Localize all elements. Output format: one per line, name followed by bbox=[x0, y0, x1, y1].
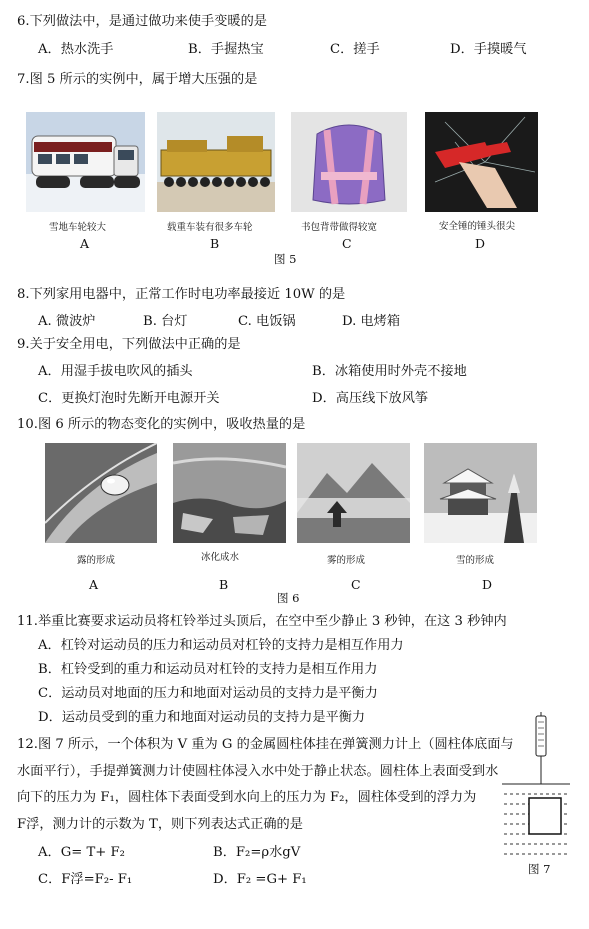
q7-letter-b: B bbox=[210, 236, 220, 251]
q6-option-c: C．搓手 bbox=[330, 42, 380, 57]
q9-option-a: A．用湿手拔电吹风的插头 bbox=[38, 364, 193, 379]
q12-option-b: B．F₂=ρ水gV bbox=[213, 845, 301, 860]
q11-option-d: D．运动员受到的重力和地面对运动员的支持力是平衡力 bbox=[38, 710, 366, 725]
q10-letter-c: C bbox=[351, 577, 361, 592]
q7-caption-a: 雪地车轮较大 bbox=[49, 222, 107, 233]
melting-ice-image bbox=[173, 443, 286, 543]
q12-stem-line-2: 水面平行），手提弹簧测力计使圆柱体浸入水中处于静止状态。圆柱体上表面受到水 bbox=[17, 764, 499, 779]
q10-caption-b: 冰化成水 bbox=[201, 552, 240, 563]
q7-caption-c: 书包背带做得较宽 bbox=[301, 222, 378, 233]
q10-stem: 10.图 6 所示的物态变化的实例中，吸收热量的是 bbox=[17, 417, 306, 432]
q8-stem: 8.下列家用电器中，正常工作时电功率最接近 10W 的是 bbox=[17, 287, 346, 302]
q11-option-a: A．杠铃对运动员的压力和运动员对杠铃的支持力是相互作用力 bbox=[38, 638, 404, 653]
figure-5-label: 图 5 bbox=[274, 252, 297, 266]
q11-option-c: C．运动员对地面的压力和地面对运动员的支持力是平衡力 bbox=[38, 686, 378, 701]
safety-hammer-image bbox=[425, 112, 538, 212]
q7-letter-d: D bbox=[475, 236, 486, 251]
q7-letter-c: C bbox=[342, 236, 352, 251]
q6-option-a: A．热水洗手 bbox=[38, 42, 114, 57]
q12-stem-line-3: 向下的压力为 F₁，圆柱体下表面受到水向上的压力为 F₂，圆柱体受到的浮力为 bbox=[17, 790, 477, 805]
q10-letter-a: A bbox=[89, 577, 99, 592]
q7-caption-d: 安全锤的锤头很尖 bbox=[439, 221, 516, 232]
q10-caption-d: 雪的形成 bbox=[456, 555, 495, 566]
q9-option-d: D．高压线下放风筝 bbox=[312, 391, 429, 406]
q9-option-c: C．更换灯泡时先断开电源开关 bbox=[38, 391, 220, 406]
q12-stem-line-1: 12.图 7 所示，一个体积为 V 重为 G 的金属圆柱体挂在弹簧测力计上（圆柱体底面与 bbox=[17, 737, 514, 752]
figure-7-label: 图 7 bbox=[528, 862, 551, 876]
q7-stem: 7.图 5 所示的实例中，属于增大压强的是 bbox=[17, 72, 258, 87]
heavy-truck-image bbox=[157, 112, 275, 212]
fog-mountain-image bbox=[297, 443, 410, 543]
q12-option-a: A．G= T+ F₂ bbox=[38, 845, 125, 860]
figure-6-label: 图 6 bbox=[277, 591, 300, 605]
q7-letter-a: A bbox=[80, 236, 90, 251]
q10-caption-c: 雾的形成 bbox=[327, 555, 366, 566]
spring-scale-cylinder-diagram bbox=[498, 712, 570, 862]
q9-option-b: B．冰箱使用时外壳不接地 bbox=[312, 364, 467, 379]
q8-option-c: C. 电饭锅 bbox=[238, 314, 296, 329]
q10-letter-b: B bbox=[219, 577, 229, 592]
q10-letter-d: D bbox=[482, 577, 493, 592]
q8-option-b: B. 台灯 bbox=[143, 314, 188, 329]
q10-caption-a: 露的形成 bbox=[77, 555, 116, 566]
backpack-image bbox=[291, 112, 407, 212]
snowmobile-vehicle-image bbox=[26, 112, 145, 212]
q11-stem: 11.举重比赛要求运动员将杠铃举过头顶后，在空中至少静止 3 秒钟，在这 3 秒钟内 bbox=[17, 614, 507, 629]
q8-option-d: D. 电烤箱 bbox=[342, 314, 401, 329]
q8-option-a: A. 微波炉 bbox=[38, 314, 96, 329]
q6-option-d: D．手摸暖气 bbox=[450, 42, 527, 57]
q9-stem: 9.关于安全用电，下列做法中正确的是 bbox=[17, 337, 241, 352]
dew-drop-image bbox=[45, 443, 157, 543]
q7-caption-b: 载重车装有很多车轮 bbox=[167, 222, 253, 233]
q6-stem: 6.下列做法中，是通过做功来使手变暖的是 bbox=[17, 14, 267, 29]
q12-option-c: C．F浮=F₂- F₁ bbox=[38, 872, 133, 887]
q12-option-d: D．F₂ =G+ F₁ bbox=[213, 872, 307, 887]
q12-stem-line-4: F浮，测力计的示数为 T，则下列表达式正确的是 bbox=[17, 817, 303, 832]
q6-option-b: B．手握热宝 bbox=[188, 42, 264, 57]
q11-option-b: B．杠铃受到的重力和运动员对杠铃的支持力是相互作用力 bbox=[38, 662, 378, 677]
snow-scene-image bbox=[424, 443, 537, 543]
